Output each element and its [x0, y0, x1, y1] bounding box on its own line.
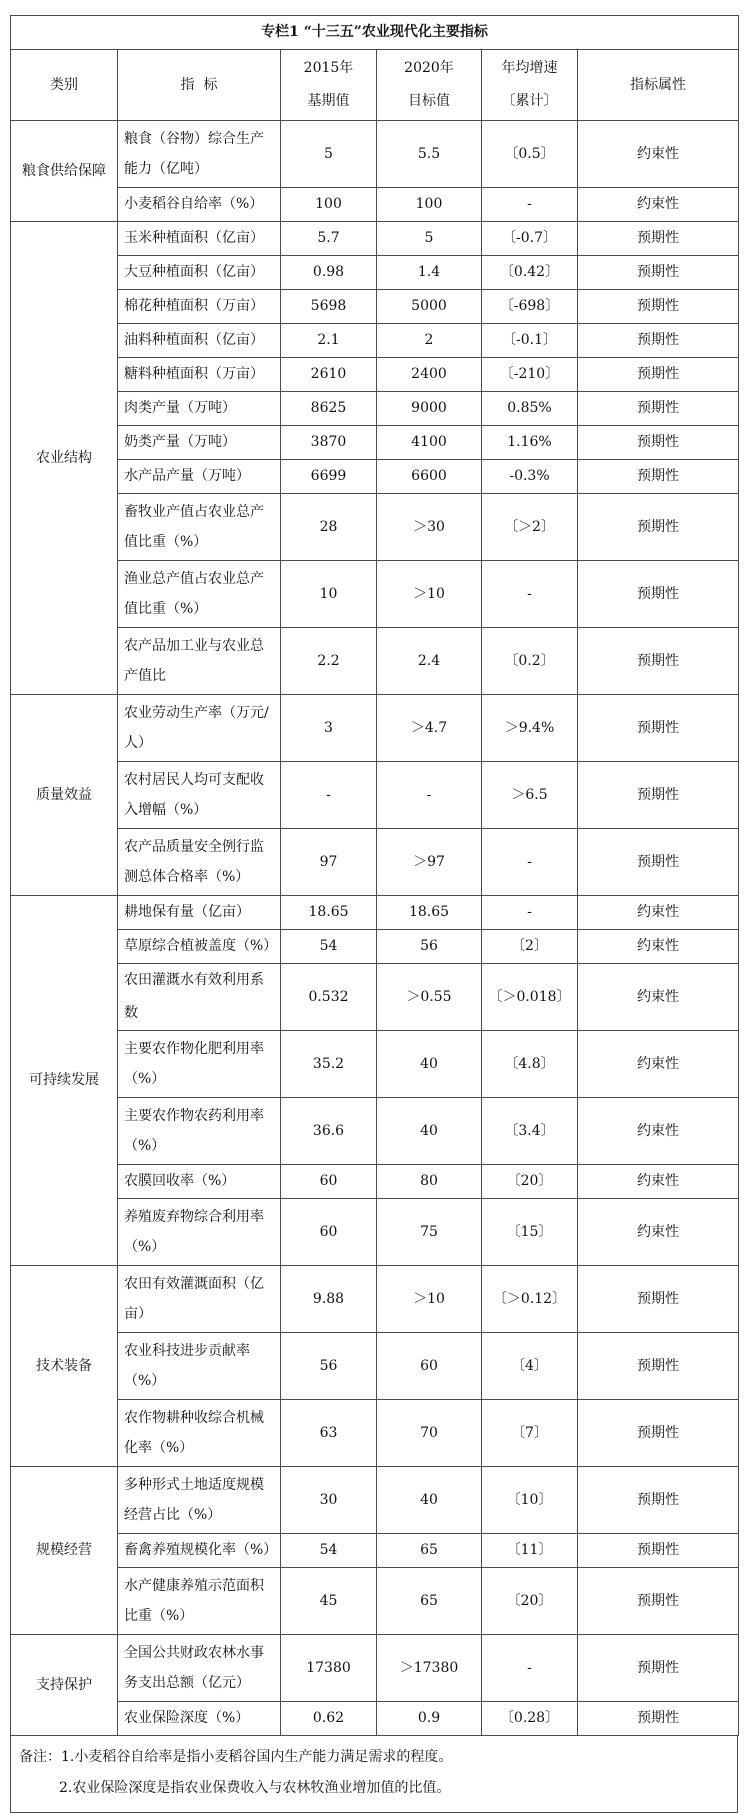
growth-cell: ＞6.5 — [482, 762, 578, 829]
growth-cell: 〔0.42〕 — [482, 256, 578, 290]
table-row — [11, 121, 739, 188]
indicator-cell: 玉米种植面积（亿亩） — [118, 222, 281, 256]
base-value-cell: 5698 — [281, 290, 377, 324]
attribute-cell: 预期性 — [578, 1467, 739, 1534]
base-value-cell: 0.62 — [281, 1702, 377, 1736]
indicator-cell: 水产品产量（万吨） — [118, 460, 281, 494]
growth-cell: ＞9.4% — [482, 695, 578, 762]
indicator-cell: 农业科技进步贡献率（%） — [118, 1333, 281, 1400]
indicator-cell: 粮食（谷物）综合生产能力（亿吨） — [118, 121, 281, 188]
target-value-cell: ＞17380 — [377, 1635, 482, 1702]
category-cell: 可持续发展 — [11, 896, 118, 1266]
table-row — [11, 1031, 739, 1098]
attribute-cell: 约束性 — [578, 121, 739, 188]
indicator-cell: 农村居民人均可支配收入增幅（%） — [118, 762, 281, 829]
base-value-cell: 54 — [281, 930, 377, 964]
attribute-cell: 预期性 — [578, 256, 739, 290]
table-row — [11, 494, 739, 561]
table-title: 专栏1 “十三五”农业现代化主要指标 — [11, 16, 739, 50]
table-row — [11, 1333, 739, 1400]
table-row — [11, 1266, 739, 1333]
indicator-cell: 全国公共财政农林水事务支出总额（亿元） — [118, 1635, 281, 1702]
base-value-cell: 2.2 — [281, 628, 377, 695]
target-value-cell: 100 — [377, 188, 482, 222]
attribute-cell: 约束性 — [578, 930, 739, 964]
attribute-cell: 预期性 — [578, 324, 739, 358]
attribute-cell: 预期性 — [578, 222, 739, 256]
table-row — [11, 1635, 739, 1702]
growth-cell: 〔4〕 — [482, 1333, 578, 1400]
indicator-cell: 水产健康养殖示范面积比重（%） — [118, 1568, 281, 1635]
growth-cell: 〔＞0.018〕 — [482, 964, 578, 1031]
target-value-cell: ＞10 — [377, 1266, 482, 1333]
document — [10, 15, 738, 1813]
growth-cell: 〔10〕 — [482, 1467, 578, 1534]
table-row — [11, 1165, 739, 1199]
indicator-cell: 大豆种植面积（亿亩） — [118, 256, 281, 290]
indicator-cell: 小麦稻谷自给率（%） — [118, 188, 281, 222]
growth-cell: 〔＞0.12〕 — [482, 1266, 578, 1333]
table-row — [11, 695, 739, 762]
target-value-cell: 4100 — [377, 426, 482, 460]
growth-cell: 〔＞2〕 — [482, 494, 578, 561]
base-value-cell: - — [281, 762, 377, 829]
table-body — [11, 121, 739, 1736]
base-value-cell: 2610 — [281, 358, 377, 392]
category-cell: 质量效益 — [11, 695, 118, 896]
growth-cell: 〔0.2〕 — [482, 628, 578, 695]
table-row — [11, 1702, 739, 1736]
indicator-cell: 农作物耕种收综合机械化率（%） — [118, 1400, 281, 1467]
growth-cell: 〔20〕 — [482, 1165, 578, 1199]
header-indicator: 指 标 — [118, 50, 281, 121]
attribute-cell: 预期性 — [578, 1635, 739, 1702]
attribute-cell: 预期性 — [578, 1702, 739, 1736]
growth-cell: - — [482, 188, 578, 222]
indicator-cell: 多种形式土地适度规模经营占比（%） — [118, 1467, 281, 1534]
indicator-cell: 棉花种植面积（万亩） — [118, 290, 281, 324]
table-row — [11, 1199, 739, 1266]
attribute-cell: 约束性 — [578, 896, 739, 930]
header-category: 类别 — [11, 50, 118, 121]
attribute-cell: 预期性 — [578, 460, 739, 494]
target-value-cell: 40 — [377, 1031, 482, 1098]
indicator-cell: 主要农作物农药利用率（%） — [118, 1098, 281, 1165]
base-value-cell: 35.2 — [281, 1031, 377, 1098]
indicator-cell: 农膜回收率（%） — [118, 1165, 281, 1199]
indicator-cell: 养殖废弃物综合利用率（%） — [118, 1199, 281, 1266]
base-value-cell: 5.7 — [281, 222, 377, 256]
target-value-cell: 40 — [377, 1467, 482, 1534]
attribute-cell: 预期性 — [578, 628, 739, 695]
category-cell: 规模经营 — [11, 1467, 118, 1635]
indicator-cell: 畜禽养殖规模化率（%） — [118, 1534, 281, 1568]
table-row — [11, 1098, 739, 1165]
indicator-cell: 草原综合植被盖度（%） — [118, 930, 281, 964]
base-value-cell: 2.1 — [281, 324, 377, 358]
attribute-cell: 预期性 — [578, 695, 739, 762]
target-value-cell: 5.5 — [377, 121, 482, 188]
growth-cell: 〔0.5〕 — [482, 121, 578, 188]
indicator-cell: 农田灌溉水有效利用系数 — [118, 964, 281, 1031]
target-value-cell: 65 — [377, 1534, 482, 1568]
target-value-cell: 2.4 — [377, 628, 482, 695]
growth-cell: 0.85% — [482, 392, 578, 426]
base-value-cell: 0.98 — [281, 256, 377, 290]
growth-cell: - — [482, 896, 578, 930]
attribute-cell: 预期性 — [578, 1266, 739, 1333]
indicator-cell: 主要农作物化肥利用率（%） — [118, 1031, 281, 1098]
table-row — [11, 762, 739, 829]
attribute-cell: 约束性 — [578, 1165, 739, 1199]
indicator-cell: 农业劳动生产率（万元/人） — [118, 695, 281, 762]
base-value-cell: 56 — [281, 1333, 377, 1400]
base-value-cell: 18.65 — [281, 896, 377, 930]
category-cell: 技术装备 — [11, 1266, 118, 1467]
base-value-cell: 63 — [281, 1400, 377, 1467]
attribute-cell: 预期性 — [578, 1333, 739, 1400]
attribute-cell: 预期性 — [578, 762, 739, 829]
growth-cell: - — [482, 561, 578, 628]
indicator-cell: 农产品加工业与农业总产值比 — [118, 628, 281, 695]
indicator-cell: 农业保险深度（%） — [118, 1702, 281, 1736]
indicator-cell: 奶类产量（万吨） — [118, 426, 281, 460]
growth-cell: 〔-698〕 — [482, 290, 578, 324]
attribute-cell: 预期性 — [578, 561, 739, 628]
table-row — [11, 561, 739, 628]
table-row — [11, 1568, 739, 1635]
target-value-cell: ＞4.7 — [377, 695, 482, 762]
table-row — [11, 290, 739, 324]
growth-cell: - — [482, 829, 578, 896]
target-value-cell: ＞30 — [377, 494, 482, 561]
note-1: 备注：1.小麦稻谷自给率是指小麦稻谷国内生产能力满足需求的程度。 — [19, 1749, 453, 1765]
table-row — [11, 896, 739, 930]
table-row — [11, 324, 739, 358]
attribute-cell: 约束性 — [578, 188, 739, 222]
base-value-cell: 30 — [281, 1467, 377, 1534]
growth-cell: 〔7〕 — [482, 1400, 578, 1467]
attribute-cell: 预期性 — [578, 358, 739, 392]
growth-cell: - — [482, 1635, 578, 1702]
category-cell: 农业结构 — [11, 222, 118, 695]
table-row — [11, 392, 739, 426]
base-value-cell: 36.6 — [281, 1098, 377, 1165]
indicator-cell: 油料种植面积（亿亩） — [118, 324, 281, 358]
table-row — [11, 222, 739, 256]
indicator-table — [10, 15, 739, 1736]
growth-cell: 1.16% — [482, 426, 578, 460]
growth-cell: 〔0.28〕 — [482, 1702, 578, 1736]
target-value-cell: 0.9 — [377, 1702, 482, 1736]
table-row — [11, 829, 739, 896]
target-value-cell: 60 — [377, 1333, 482, 1400]
growth-cell: 〔20〕 — [482, 1568, 578, 1635]
target-value-cell: 9000 — [377, 392, 482, 426]
target-value-cell: 18.65 — [377, 896, 482, 930]
growth-cell: 〔-0.7〕 — [482, 222, 578, 256]
growth-cell: 〔11〕 — [482, 1534, 578, 1568]
base-value-cell: 28 — [281, 494, 377, 561]
growth-cell: 〔3.4〕 — [482, 1098, 578, 1165]
base-value-cell: 9.88 — [281, 1266, 377, 1333]
base-value-cell: 5 — [281, 121, 377, 188]
target-value-cell: 2400 — [377, 358, 482, 392]
base-value-cell: 100 — [281, 188, 377, 222]
base-value-cell: 0.532 — [281, 964, 377, 1031]
target-value-cell: 6600 — [377, 460, 482, 494]
header-attribute: 指标属性 — [578, 50, 739, 121]
base-value-cell: 60 — [281, 1199, 377, 1266]
base-value-cell: 3870 — [281, 426, 377, 460]
attribute-cell: 预期性 — [578, 494, 739, 561]
table-row — [11, 256, 739, 290]
header-target: 2020年 目标值 — [377, 50, 482, 121]
attribute-cell: 约束性 — [578, 1199, 739, 1266]
attribute-cell: 预期性 — [578, 290, 739, 324]
attribute-cell: 约束性 — [578, 1098, 739, 1165]
target-value-cell: ＞0.55 — [377, 964, 482, 1031]
growth-cell: -0.3% — [482, 460, 578, 494]
note-2: 2.农业保险深度是指农业保费收入与农林牧渔业增加值的比值。 — [59, 1780, 451, 1796]
growth-cell: 〔2〕 — [482, 930, 578, 964]
target-value-cell: 5000 — [377, 290, 482, 324]
attribute-cell: 预期性 — [578, 426, 739, 460]
table-row — [11, 1534, 739, 1568]
target-value-cell: 65 — [377, 1568, 482, 1635]
base-value-cell: 54 — [281, 1534, 377, 1568]
indicator-cell: 渔业总产值占农业总产值比重（%） — [118, 561, 281, 628]
table-row — [11, 930, 739, 964]
target-value-cell: 2 — [377, 324, 482, 358]
attribute-cell: 预期性 — [578, 829, 739, 896]
base-value-cell: 17380 — [281, 1635, 377, 1702]
target-value-cell: 1.4 — [377, 256, 482, 290]
table-row — [11, 1400, 739, 1467]
notes — [10, 1736, 738, 1813]
base-value-cell: 3 — [281, 695, 377, 762]
target-value-cell: 75 — [377, 1199, 482, 1266]
indicator-cell: 农田有效灌溉面积（亿亩） — [118, 1266, 281, 1333]
growth-cell: 〔-0.1〕 — [482, 324, 578, 358]
attribute-cell: 预期性 — [578, 1400, 739, 1467]
attribute-cell: 预期性 — [578, 1568, 739, 1635]
target-value-cell: ＞10 — [377, 561, 482, 628]
indicator-cell: 农产品质量安全例行监测总体合格率（%） — [118, 829, 281, 896]
attribute-cell: 预期性 — [578, 1534, 739, 1568]
table-row — [11, 358, 739, 392]
target-value-cell: 80 — [377, 1165, 482, 1199]
base-value-cell: 8625 — [281, 392, 377, 426]
target-value-cell: ＞97 — [377, 829, 482, 896]
base-value-cell: 6699 — [281, 460, 377, 494]
target-value-cell: - — [377, 762, 482, 829]
header-base: 2015年 基期值 — [281, 50, 377, 121]
base-value-cell: 60 — [281, 1165, 377, 1199]
base-value-cell: 10 — [281, 561, 377, 628]
target-value-cell: 70 — [377, 1400, 482, 1467]
table-row — [11, 188, 739, 222]
attribute-cell: 预期性 — [578, 392, 739, 426]
attribute-cell: 约束性 — [578, 964, 739, 1031]
table-row — [11, 460, 739, 494]
table-row — [11, 964, 739, 1031]
attribute-cell: 约束性 — [578, 1031, 739, 1098]
growth-cell: 〔4.8〕 — [482, 1031, 578, 1098]
header-growth: 年均增速 〔累计〕 — [482, 50, 578, 121]
table-row — [11, 426, 739, 460]
table-row — [11, 1467, 739, 1534]
target-value-cell: 5 — [377, 222, 482, 256]
growth-cell: 〔15〕 — [482, 1199, 578, 1266]
target-value-cell: 40 — [377, 1098, 482, 1165]
base-value-cell: 97 — [281, 829, 377, 896]
indicator-cell: 糖料种植面积（万亩） — [118, 358, 281, 392]
indicator-cell: 肉类产量（万吨） — [118, 392, 281, 426]
target-value-cell: 56 — [377, 930, 482, 964]
category-cell: 粮食供给保障 — [11, 121, 118, 222]
base-value-cell: 45 — [281, 1568, 377, 1635]
indicator-cell: 耕地保有量（亿亩） — [118, 896, 281, 930]
table-row — [11, 628, 739, 695]
indicator-cell: 畜牧业产值占农业总产值比重（%） — [118, 494, 281, 561]
category-cell: 支持保护 — [11, 1635, 118, 1736]
growth-cell: 〔-210〕 — [482, 358, 578, 392]
